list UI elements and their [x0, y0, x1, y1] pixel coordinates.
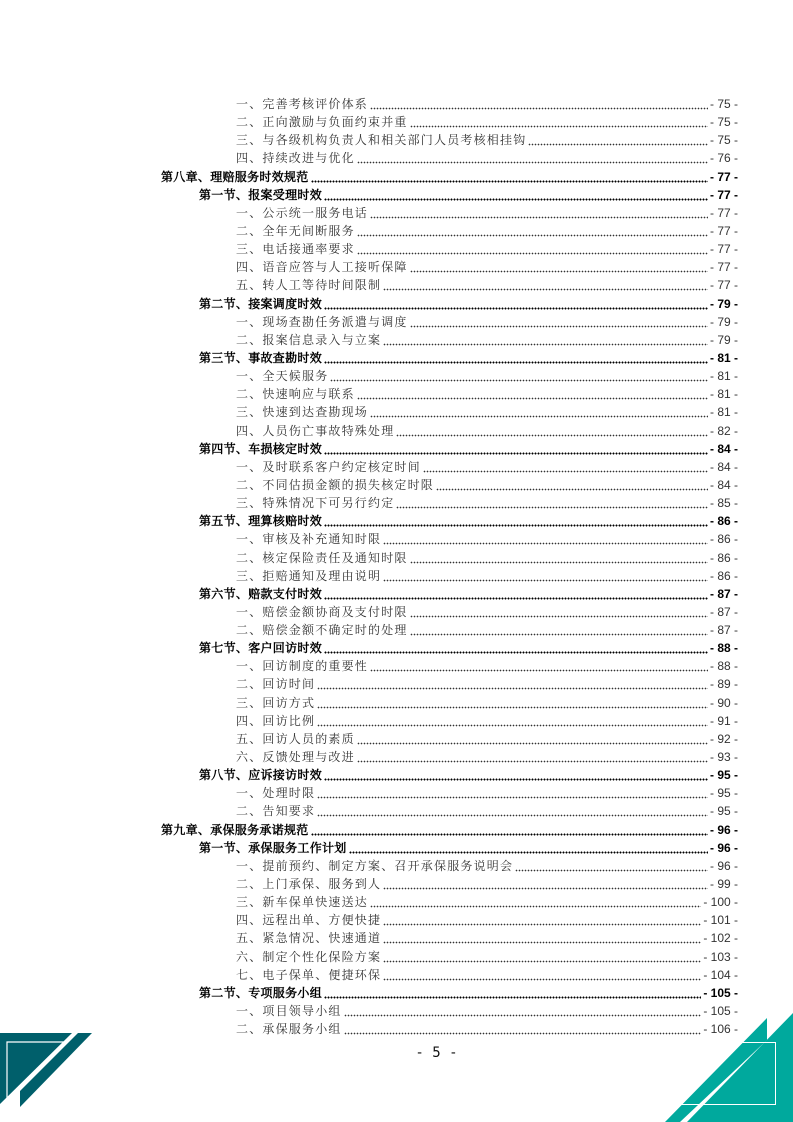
toc-entry-title: 一、公示统一服务电话	[236, 205, 369, 220]
toc-page-number: - 77 -	[709, 260, 738, 275]
toc-page-number: - 86 -	[709, 514, 738, 529]
toc-entry-title: 四、回访比例	[236, 713, 316, 728]
dot-leader	[383, 911, 701, 929]
toc-entry-title: 四、持续改进与优化	[236, 151, 355, 166]
toc-entry-title: 三、与各级机构负责人和相关部门人员考核相挂钩	[236, 133, 527, 148]
dot-leader	[370, 204, 708, 222]
toc-page-number: - 87 -	[709, 586, 738, 601]
dot-leader	[324, 440, 708, 458]
dot-leader	[357, 385, 708, 403]
dot-leader	[357, 748, 708, 766]
toc-page-number: - 79 -	[709, 296, 738, 311]
toc-subsection-entry[interactable]	[236, 675, 738, 693]
toc-subsection-entry[interactable]	[236, 204, 738, 222]
dot-leader	[410, 113, 708, 131]
toc-subsection-entry[interactable]	[236, 222, 738, 240]
dot-leader	[311, 168, 708, 186]
dot-leader	[370, 657, 708, 675]
toc-entry-title: 二、全年无间断服务	[236, 223, 355, 238]
dot-leader	[324, 512, 708, 530]
toc-page-number: - 101 -	[703, 913, 738, 928]
dot-leader	[357, 240, 708, 258]
dot-leader	[515, 857, 708, 875]
dot-leader	[344, 1020, 702, 1038]
toc-page-number: - 93 -	[709, 750, 738, 765]
toc-subsection-entry[interactable]	[236, 948, 738, 966]
dot-leader	[324, 585, 708, 603]
dot-leader	[410, 549, 708, 567]
toc-entry-title: 二、正向激励与负面约束并重	[236, 115, 408, 130]
toc-page-number: - 86 -	[709, 532, 738, 547]
toc-page-number: - 88 -	[709, 641, 738, 656]
dot-leader	[410, 258, 708, 276]
toc-entry-title: 一、提前预约、制定方案、召开承保服务说明会	[236, 858, 514, 873]
toc-entry-title: 三、特殊情况下可另行约定	[236, 496, 395, 511]
toc-entry-title: 二、承保服务小组	[236, 1022, 342, 1037]
dot-leader	[317, 712, 708, 730]
toc-section-entry[interactable]	[199, 984, 738, 1002]
corner-decoration-left-icon	[0, 1025, 110, 1122]
dot-leader	[317, 694, 708, 712]
toc-page-number: - 86 -	[709, 568, 738, 583]
toc-entry-title: 二、赔偿金额不确定时的处理	[236, 623, 408, 638]
toc-page-number: - 76 -	[709, 151, 738, 166]
dot-leader	[324, 766, 708, 784]
dot-leader	[528, 131, 708, 149]
toc-page-number: - 87 -	[709, 623, 738, 638]
toc-subsection-entry[interactable]	[236, 857, 738, 875]
dot-leader	[317, 675, 708, 693]
dot-leader	[317, 784, 708, 802]
toc-page-number: - 103 -	[703, 949, 738, 964]
dot-leader	[383, 530, 708, 548]
toc-entry-title: 一、回访制度的重要性	[236, 659, 369, 674]
toc-page-number: - 87 -	[709, 604, 738, 619]
toc-page-number: - 90 -	[709, 695, 738, 710]
toc-entry-title: 二、报案信息录入与立案	[236, 332, 382, 347]
toc-subsection-entry[interactable]	[236, 95, 738, 113]
toc-entry-title: 二、快速响应与联系	[236, 387, 355, 402]
toc-page-number: - 79 -	[709, 332, 738, 347]
toc-subsection-entry[interactable]	[236, 784, 738, 802]
toc-entry-title: 二、核定保险责任及通知时限	[236, 550, 408, 565]
dot-leader	[311, 821, 708, 839]
toc-page-number: - 75 -	[709, 115, 738, 130]
dot-leader	[383, 966, 701, 984]
dot-leader	[410, 313, 708, 331]
toc-subsection-entry[interactable]	[236, 567, 738, 585]
toc-subsection-entry[interactable]	[236, 331, 738, 349]
toc-section-entry[interactable]	[199, 766, 738, 784]
dot-leader	[357, 730, 708, 748]
toc-entry-title: 一、赔偿金额协商及支付时限	[236, 604, 408, 619]
toc-entry-title: 四、人员伤亡事故特殊处理	[236, 423, 395, 438]
toc-entry-title: 第二节、专项服务小组	[199, 985, 323, 1000]
toc-entry-title: 五、回访人员的素质	[236, 731, 355, 746]
toc-entry-title: 五、紧急情况、快速通道	[236, 931, 382, 946]
toc-page-number: - 85 -	[709, 496, 738, 511]
toc-page-number: - 88 -	[709, 659, 738, 674]
toc-subsection-entry[interactable]	[236, 240, 738, 258]
toc-entry-title: 第二节、接案调度时效	[199, 296, 323, 311]
dot-leader	[410, 603, 708, 621]
dot-leader	[383, 276, 708, 294]
toc-entry-title: 四、远程出单、方便快捷	[236, 913, 382, 928]
toc-entry-title: 二、告知要求	[236, 804, 316, 819]
toc-subsection-entry[interactable]	[236, 113, 738, 131]
toc-subsection-entry[interactable]	[236, 530, 738, 548]
toc-page-number: - 96 -	[709, 858, 738, 873]
toc-entry-title: 二、上门承保、服务到人	[236, 877, 382, 892]
toc-entry-title: 一、现场查勘任务派遣与调度	[236, 314, 408, 329]
toc-subsection-entry[interactable]	[236, 730, 738, 748]
dot-leader	[317, 802, 708, 820]
toc-subsection-entry[interactable]	[236, 422, 738, 440]
toc-page-number: - 77 -	[709, 242, 738, 257]
toc-page-number: - 95 -	[709, 786, 738, 801]
toc-entry-title: 一、处理时限	[236, 786, 316, 801]
toc-subsection-entry[interactable]	[236, 603, 738, 621]
dot-leader	[370, 95, 708, 113]
corner-decoration-right-icon	[650, 1005, 793, 1122]
toc-subsection-entry[interactable]	[236, 367, 738, 385]
toc-entry-title: 一、全天候服务	[236, 369, 329, 384]
toc-section-entry[interactable]	[199, 440, 738, 458]
toc-page-number: - 77 -	[709, 169, 738, 184]
toc-chapter-entry[interactable]	[161, 168, 738, 186]
toc-page-number: - 95 -	[709, 768, 738, 783]
toc-page-number: - 96 -	[709, 840, 738, 855]
toc-subsection-entry[interactable]	[236, 748, 738, 766]
dot-leader	[324, 295, 708, 313]
toc-subsection-entry[interactable]	[236, 911, 738, 929]
toc-page-number: - 81 -	[709, 350, 738, 365]
toc-page-number: - 84 -	[709, 441, 738, 456]
toc-entry-title: 七、电子保单、便捷环保	[236, 967, 382, 982]
toc-subsection-entry[interactable]	[236, 802, 738, 820]
dot-leader	[436, 476, 708, 494]
toc-subsection-entry[interactable]	[236, 929, 738, 947]
toc-page-number: - 104 -	[703, 967, 738, 982]
toc-subsection-entry[interactable]	[236, 694, 738, 712]
toc-page-number: - 105 -	[703, 985, 738, 1000]
toc-page-number: - 102 -	[703, 931, 738, 946]
toc-entry-title: 一、及时联系客户约定核定时间	[236, 459, 421, 474]
toc-subsection-entry[interactable]	[236, 149, 738, 167]
toc-entry-title: 第八章、理赔服务时效规范	[161, 169, 309, 184]
toc-page-number: - 92 -	[709, 731, 738, 746]
toc-page-number: - 105 -	[703, 1004, 738, 1018]
dot-leader	[423, 458, 708, 476]
dot-leader	[383, 331, 708, 349]
toc-entry-title: 三、快速到达查勘现场	[236, 405, 369, 420]
toc-entry-title: 三、电话接通率要求	[236, 242, 355, 257]
toc-entry-title: 第三节、事故查勘时效	[199, 350, 323, 365]
toc-subsection-entry[interactable]	[236, 258, 738, 276]
toc-entry-title: 一、审核及补充通知时限	[236, 532, 382, 547]
toc-entry-title: 第八节、应诉接访时效	[199, 768, 323, 783]
toc-page-number: - 106 -	[703, 1022, 738, 1037]
toc-entry-title: 第一节、承保服务工作计划	[199, 840, 347, 855]
toc-entry-title: 第五节、理算核赔时效	[199, 514, 323, 529]
toc-entry-title: 二、不同估损金额的损失核定时限	[236, 477, 435, 492]
toc-subsection-entry[interactable]	[236, 403, 738, 421]
toc-entry-title: 五、转人工等待时间限制	[236, 278, 382, 293]
dot-leader	[410, 621, 708, 639]
toc-subsection-entry[interactable]	[236, 276, 738, 294]
toc-entry-title: 三、拒赔通知及理由说明	[236, 568, 382, 583]
toc-page-number: - 77 -	[709, 278, 738, 293]
dot-leader	[383, 875, 708, 893]
toc-page-number: - 81 -	[709, 405, 738, 420]
toc-section-entry[interactable]	[199, 186, 738, 204]
toc-page-number: - 75 -	[709, 133, 738, 148]
dot-leader	[330, 367, 708, 385]
toc-section-entry[interactable]	[199, 512, 738, 530]
toc-page-number: - 95 -	[709, 804, 738, 819]
toc-entry-title: 第六节、赔款支付时效	[199, 586, 323, 601]
dot-leader	[370, 403, 708, 421]
toc-page-number: - 77 -	[709, 223, 738, 238]
toc-section-entry[interactable]	[199, 295, 738, 313]
dot-leader	[370, 893, 701, 911]
toc-page-number: - 86 -	[709, 550, 738, 565]
toc-page-number: - 79 -	[709, 314, 738, 329]
page-number: - 5 -	[415, 1045, 458, 1061]
toc-page-number: - 81 -	[709, 387, 738, 402]
toc-entry-title: 第四节、车损核定时效	[199, 441, 323, 456]
dot-leader	[344, 1002, 702, 1020]
toc-section-entry[interactable]	[199, 349, 738, 367]
toc-page-number: - 84 -	[709, 477, 738, 492]
toc-subsection-entry[interactable]	[236, 657, 738, 675]
toc-page-number: - 100 -	[703, 895, 738, 910]
toc-page-number: - 89 -	[709, 677, 738, 692]
toc-page-number: - 99 -	[709, 877, 738, 892]
toc-subsection-entry[interactable]	[236, 131, 738, 149]
dot-leader	[324, 984, 701, 1002]
toc-entry-title: 三、回访方式	[236, 695, 316, 710]
dot-leader	[396, 494, 708, 512]
dot-leader	[324, 349, 708, 367]
toc-entry-title: 四、语音应答与人工接听保障	[236, 260, 408, 275]
dot-leader	[383, 567, 708, 585]
dot-leader	[324, 186, 708, 204]
toc-section-entry[interactable]	[199, 639, 738, 657]
toc-subsection-entry[interactable]	[236, 313, 738, 331]
toc-entry-title: 第九章、承保服务承诺规范	[161, 822, 309, 837]
dot-leader	[357, 222, 708, 240]
toc-page-number: - 75 -	[709, 97, 738, 111]
dot-leader	[357, 149, 708, 167]
toc-entry-title: 六、制定个性化保险方案	[236, 949, 382, 964]
dot-leader	[383, 948, 701, 966]
toc-entry-title: 二、回访时间	[236, 677, 316, 692]
dot-leader	[383, 929, 701, 947]
toc-subsection-entry[interactable]	[236, 385, 738, 403]
toc-section-entry[interactable]	[199, 839, 738, 857]
dot-leader	[396, 422, 708, 440]
toc-page-number: - 77 -	[709, 187, 738, 202]
toc-page-number: - 82 -	[709, 423, 738, 438]
toc-subsection-entry[interactable]	[236, 458, 738, 476]
toc-section-entry[interactable]	[199, 585, 738, 603]
toc-subsection-entry[interactable]	[236, 476, 738, 494]
toc-subsection-entry[interactable]	[236, 549, 738, 567]
dot-leader	[324, 639, 708, 657]
toc-subsection-entry[interactable]	[236, 875, 738, 893]
toc-entry-title: 第七节、客户回访时效	[199, 641, 323, 656]
toc-page-number: - 84 -	[709, 459, 738, 474]
toc-entry-title: 三、新车保单快速送达	[236, 895, 369, 910]
toc-subsection-entry[interactable]	[236, 712, 738, 730]
toc-subsection-entry[interactable]	[236, 494, 738, 512]
toc-chapter-entry[interactable]	[161, 821, 738, 839]
toc-page-number: - 77 -	[709, 205, 738, 220]
toc-entry-title: 一、项目领导小组	[236, 1004, 342, 1018]
toc-subsection-entry[interactable]	[236, 621, 738, 639]
toc-subsection-entry[interactable]	[236, 893, 738, 911]
toc-entry-title: 六、反馈处理与改进	[236, 750, 355, 765]
toc-entry-title: 一、完善考核评价体系	[236, 97, 369, 111]
toc-page-number: - 91 -	[709, 713, 738, 728]
dot-leader	[349, 839, 708, 857]
toc-page-number: - 96 -	[709, 822, 738, 837]
toc-entry-title: 第一节、报案受理时效	[199, 187, 323, 202]
toc-subsection-entry[interactable]	[236, 966, 738, 984]
toc-page-number: - 81 -	[709, 369, 738, 384]
